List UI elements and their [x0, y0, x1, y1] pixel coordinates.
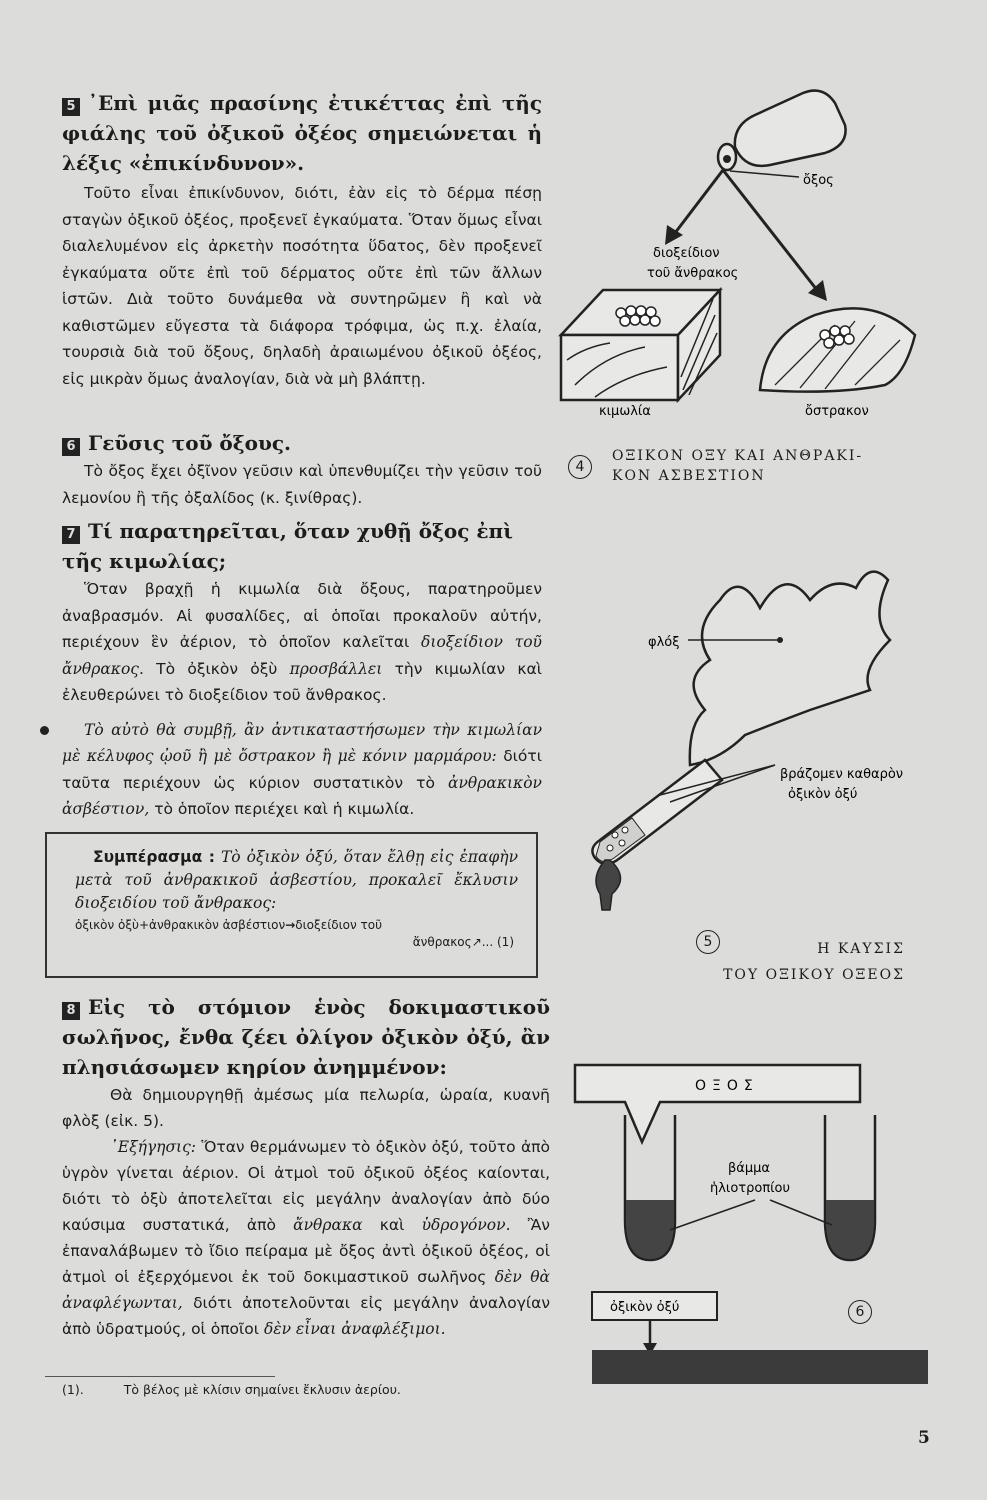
shell-bubbles — [820, 326, 854, 348]
section-number: 6 — [62, 438, 80, 456]
label-litmus-2: ἡλιοτροπίου — [710, 1181, 791, 1196]
label-acetic-2: ὀξικὸν ὀξύ — [788, 787, 858, 802]
section-number: 5 — [62, 98, 80, 116]
litmus-strip — [592, 1350, 928, 1384]
section-8-body: Θὰ δημιουργηθῇ ἀμέσως μία πελωρία, ὡραία, κυανῆ φλὸξ (εἰκ. 5). — [62, 1086, 550, 1130]
label-shell: ὄστρακον — [805, 404, 869, 419]
figure-4 — [555, 85, 925, 430]
section-7-body: Ὅταν βραχῇ ἡ κιμωλία διὰ ὄξους, παρατηροῦμεν ἀναβρασμόν. Αἱ φυσαλίδες, αἱ ὁποῖαι προκαλοῦν αὐτήν, περιέχουν ἓν ἀέριον, τὸ ὁποῖον καλεῖται διοξείδιον τοῦ ἄνθρακος. Τὸ ὀξικὸν ὀξὺ προσβάλλει τὴν κιμωλίαν καὶ ἐλευθερώνει τὸ διοξείδιον τοῦ ἄνθρακος. — [62, 580, 543, 704]
label-acetic-acid: ὀξικὸν ὀξύ — [610, 1300, 680, 1315]
bullet-dot — [40, 726, 49, 735]
arrow-to-chalk — [675, 170, 723, 233]
page-number: 5 — [918, 1428, 930, 1448]
chalk-bubbles — [616, 306, 660, 326]
svg-text:διοξείδιον: διοξείδιον — [653, 246, 720, 261]
label-litmus-1: βάμμα — [728, 1161, 770, 1176]
conclusion-text: Συμπέρασμα : Τὸ ὀξικὸν ὀξύ, ὅταν ἔλθῃ εἰς ἐπαφὴν μετὰ τοῦ ἀνθρακικοῦ ἀσβεστίου, προκαλεῖ ἔκλυσιν διοξειδίου τοῦ ἄνθρακος: — [75, 848, 518, 912]
footnote-rule — [45, 1376, 275, 1377]
section-8-heading: 8 Εἰς τὸ στόμιον ἑνὸς δοκιμαστικοῦ σωλῆνος, ἔνθα ζέει ὀλίγον ὀξικὸν ὀξύ, ἂν πλησιάσωμεν κηρίον ἀνημμένον: — [62, 995, 550, 1079]
section-8 — [62, 992, 550, 1342]
acid-bottle — [718, 91, 846, 170]
section-5-heading: 5 ᾽Επὶ μιᾶς πρασίνης ἐτικέττας ἐπὶ τῆς φιάλης τοῦ ὀξικοῦ ὀξέος σημειώνεται ἡ λέξις «ἐπικίνδυνον». — [62, 91, 542, 175]
figure-5 — [570, 560, 930, 920]
section-7-heading: 7 Τί παρατηρεῖται, ὅταν χυθῇ ὄξος ἐπὶ τῆς κιμωλίας; — [62, 519, 513, 573]
shell — [760, 308, 915, 391]
vinegar-funnel — [575, 1065, 860, 1142]
flame — [690, 572, 890, 765]
burner-flame — [596, 860, 621, 910]
figure-6 — [570, 1060, 930, 1385]
label-chalk: κιμωλία — [599, 404, 651, 419]
footnote: (1). Τὸ βέλος μὲ κλίσιν σημαίνει ἔκλυσιν ἀερίου. — [62, 1382, 401, 1397]
section-7 — [62, 516, 542, 823]
figure-4-number: 4 — [568, 455, 592, 479]
label-acetic-1: βράζομεν καθαρὸν — [780, 767, 904, 782]
section-5-body: Τοῦτο εἶναι ἐπικίνδυνον, διότι, ἐὰν εἰς τὸ δέρμα πέσῃ σταγὼν ὀξικοῦ ὀξέος, προξενεῖ ἐγκαύματα. Ὅταν ὅμως εἶναι διαλελυμένον εἰς ἀρκετὴν ποσότητα ὕδατος, δὲν προξενεῖ ἐγκαύματα οὔτε ἐπὶ τοῦ δέρματος οὔτε ἐπὶ τῶν ἄλλων ἱστῶν. Διὰ τοῦτο δυνάμεθα νὰ συντηρῶμεν ἢ καὶ νὰ καθιστῶμεν εὔγεστα τὰ διάφορα τρόφιμα, ὡς π.χ. ἐλαία, τουρσιὰ διὰ τοῦ ὄξους, δηλαδὴ ἀραιωμένου ὀξικοῦ ὀξέος, εἰς μικρὰν ὅμως ἀναλογίαν, διὰ νὰ μὴ βλάπτῃ. — [62, 184, 542, 388]
figure-4-caption: ΟΞΙΚΟΝ ΟΞΥ ΚΑΙ ΑΝΘΡΑΚΙ- ΚΟΝ ΑΣΒΕΣΤΙΟΝ — [612, 448, 864, 484]
svg-text:τοῦ ἄνθρακος: τοῦ ἄνθρακος — [647, 266, 739, 281]
section-7-note: Τὸ αὐτὸ θὰ συμβῇ, ἂν ἀντικαταστήσωμεν τὴν κιμωλίαν μὲ κέλυφος ᾠοῦ ἢ μὲ ὄστρακον ἢ μὲ κόνιν μαρμάρου: διότι ταῦτα περιέχουν ὡς κύριον συστατικὸν τὸ ἀνθρακικὸν ἀσβέστιον, τὸ ὁποῖον περιέχει καὶ ἡ κιμωλία. — [62, 717, 542, 823]
section-number: 8 — [62, 1002, 80, 1020]
section-6-heading: 6 Γεῦσις τοῦ ὄξους. — [62, 428, 542, 458]
section-6-body: Τὸ ὄξος ἔχει ὀξῖνον γεῦσιν καὶ ὑπενθυμίζει τὴν γεῦσιν τοῦ λεμονίου ἢ τῆς ὀξαλίδος (κ. ξινίθρας). — [62, 462, 542, 507]
chemical-equation: ὀξικὸν ὀξὺ+ἀνθρακικὸν ἀσβέστιον→διοξείδιον τοῦ ἄνθρακος↗... (1) — [75, 918, 514, 949]
figure-5-number: 5 — [696, 930, 720, 954]
section-number: 7 — [62, 526, 80, 544]
section-8-explanation: ᾽Εξήγησις: Ὅταν θερμάνωμεν τὸ ὀξικὸν ὀξύ, τοῦτο ἀπὸ ὑγρὸν γίνεται ἀέριον. Οἱ ἀτμοὶ τοῦ ὀξικοῦ ὀξέος καίονται, διότι τὸ ὀξὺ ἀποτελεῖται εἰς μεγάλην ἀναλογίαν ἀπὸ δύο καύσιμα συστατικά, ἀπὸ ἄνθρακα καὶ ὑδρογόνον. Ἂν ἐπαναλάβωμεν τὸ ἴδιο πείραμα μὲ ὄξος ἀντὶ ὀξικοῦ ὀξέος, οἱ ἀτμοὶ οἱ ἐξερχόμενοι ἐκ τοῦ δοκιμαστικοῦ σωλῆνος δὲν θὰ ἀναφλέγωνται, διότι ἀποτελοῦνται εἰς μεγάλην ἀναλογίαν ἀπὸ ὑδρατμούς, οἱ ὁποῖοι δὲν εἶναι ἀναφλέξιμοι. — [62, 1138, 550, 1338]
label-acid: ὄξος — [803, 173, 834, 188]
label-vinegar: ΟΞΟΣ — [695, 1078, 759, 1094]
acid-drop — [723, 155, 731, 163]
label-flame: φλόξ — [648, 635, 680, 650]
section-6 — [62, 428, 542, 511]
figure-6-number: 6 — [848, 1300, 872, 1324]
section-5 — [62, 88, 542, 392]
conclusion-box — [45, 832, 538, 978]
test-tube — [592, 760, 722, 864]
figure-5-caption: Η ΚΑΥΣΙΣ ΤΟΥ ΟΞΙΚΟΥ ΟΞΕΟΣ — [723, 941, 905, 983]
